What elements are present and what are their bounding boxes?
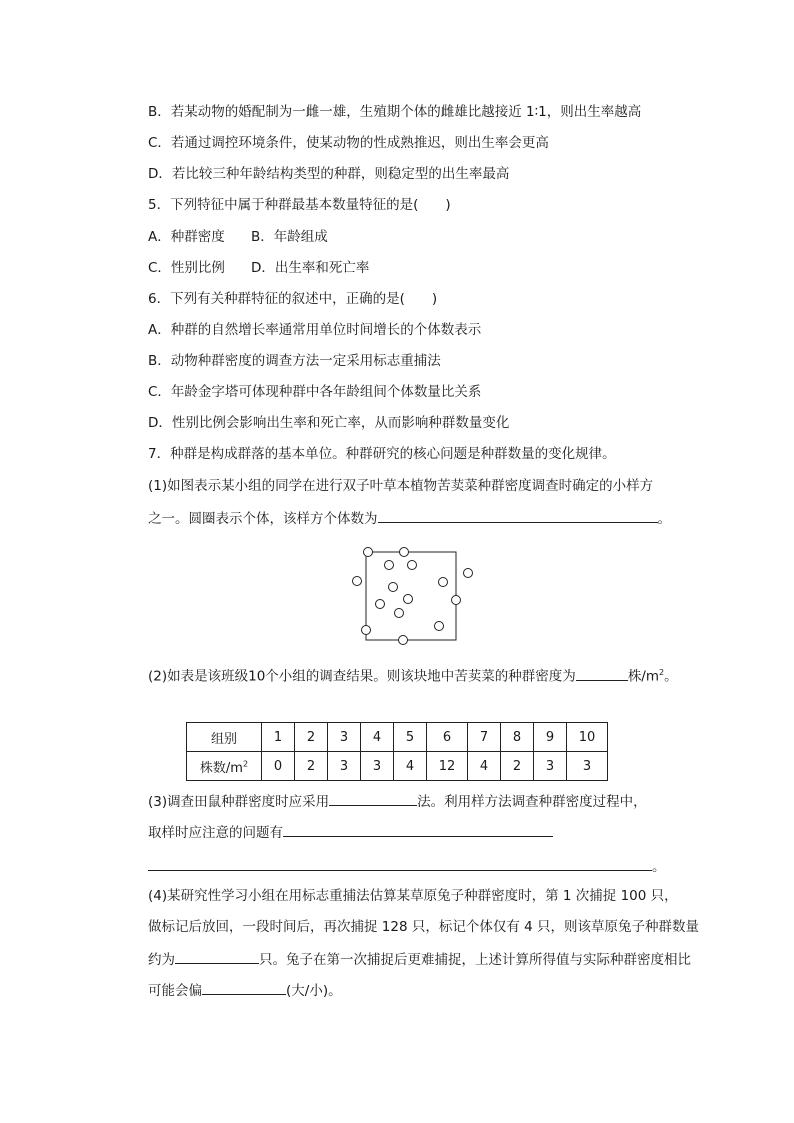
table-cell: 3 — [328, 723, 361, 752]
q7-part2 — [148, 663, 678, 687]
q5-option-c: C．性别比例 — [148, 260, 225, 276]
q5-option-d: D．出生率和死亡率 — [251, 260, 370, 276]
table-cell: 5 — [394, 723, 427, 752]
q7-part1-line2 — [148, 507, 671, 529]
table-cell: 4 — [361, 723, 394, 752]
option-b-prev: B．若某动物的婚配制为一雌一雄，生殖期个体的雌雄比越接近 1∶1，则出生率越高 — [148, 104, 642, 120]
table-cell: 3 — [328, 752, 361, 781]
individual-circle — [353, 577, 362, 586]
individual-circle — [435, 622, 444, 631]
individual-circle — [376, 600, 385, 609]
individual-circle — [439, 578, 448, 587]
individual-circle — [364, 548, 373, 557]
table-cell: 12 — [427, 752, 468, 781]
table-cell: 0 — [262, 752, 295, 781]
q7-part3-line2 — [148, 821, 553, 843]
table-cell: 1 — [262, 723, 295, 752]
individual-circle — [389, 583, 398, 592]
q7-part4-line3 — [148, 948, 691, 970]
table-cell: 3 — [361, 752, 394, 781]
individual-circle — [385, 561, 394, 570]
q6-option-b: B．动物种群密度的调查方法一定采用标志重捕法 — [148, 353, 441, 369]
table-header-group: 组别 — [187, 723, 262, 752]
answer-blank-method[interactable] — [329, 790, 417, 806]
answer-blank-sampling-2[interactable] — [148, 855, 652, 871]
q6-option-d: D．性别比例会影响出生率和死亡率，从而影响种群数量变化 — [148, 415, 510, 431]
q7-part4-text-a: 约为 — [148, 952, 175, 968]
q7-part2-unit: 株/m — [627, 668, 660, 685]
q7-part3-end: 。 — [652, 859, 666, 875]
table-cell: 2 — [501, 752, 534, 781]
table-header-count-text: 株数/m — [199, 760, 243, 776]
table-cell: 8 — [501, 723, 534, 752]
q7-part4-line2: 做标记后放回，一段时间后，再次捕捉 128 只，标记个体仅有 4 只，则该草原兔子种群数量 — [148, 919, 700, 935]
individual-circle — [399, 636, 408, 645]
q7-part3-text-a: (3)调查田鼠种群密度时应采用 — [148, 794, 330, 810]
answer-blank-density[interactable] — [576, 665, 628, 681]
option-c-prev: C．若通过调控环境条件，使某动物的性成熟推迟，则出生率会更高 — [148, 135, 549, 151]
q7-part2-unit-sup: 2 — [659, 668, 665, 677]
table-cell: 4 — [468, 752, 501, 781]
table-cell: 10 — [567, 723, 608, 752]
individual-circle — [404, 595, 413, 604]
individual-circle — [400, 548, 409, 557]
q7-part1-text: 之一。圆圈表示个体，该样方个体数为 — [148, 511, 378, 527]
q7-part3-text-c: 取样时应注意的问题有 — [148, 825, 283, 841]
q5-option-b: B．年龄组成 — [251, 229, 328, 245]
q7-part2-text: (2)如表是该班级10个小组的调查结果。则该块地中苦荬菜的种群密度为 — [148, 668, 576, 685]
table-header-count — [187, 752, 262, 781]
q7-part3-line1 — [148, 790, 647, 812]
answer-blank-count[interactable] — [378, 507, 658, 523]
table-cell: 6 — [427, 723, 468, 752]
q6-stem: 6．下列有关种群特征的叙述中，正确的是( ) — [148, 291, 438, 307]
answer-blank-sampling-1[interactable] — [283, 821, 553, 837]
q7-part1-line1: (1)如图表示某小组的同学在进行双子叶草本植物苦荬菜种群密度调查时确定的小样方 — [148, 478, 654, 494]
q7-part4-text-c: 可能会偏 — [148, 983, 202, 999]
q5-option-a: A．种群密度 — [148, 229, 225, 245]
table-header-count-sup: 2 — [242, 759, 249, 769]
table-row-counts — [187, 752, 608, 781]
answer-blank-population[interactable] — [175, 948, 259, 964]
q6-option-a: A．种群的自然增长率通常用单位时间增长的个体数表示 — [148, 322, 482, 338]
survey-results-table — [186, 722, 608, 781]
individual-circle — [452, 596, 461, 605]
quadrat-figure — [350, 545, 480, 650]
q7-part4-text-b: 只。兔子在第一次捕捉后更难捕捉，上述计算所得值与实际种群密度相比 — [259, 952, 691, 968]
q7-part1-end: 。 — [657, 511, 671, 527]
q7-part2-end: 。 — [664, 668, 678, 685]
table-cell: 4 — [394, 752, 427, 781]
table-cell: 3 — [534, 752, 567, 781]
table-row-groups — [187, 723, 608, 752]
individual-circle — [464, 569, 473, 578]
table-cell: 2 — [295, 723, 328, 752]
q7-part3-text-b: 法。利用样方法调查种群密度过程中， — [417, 794, 647, 810]
q7-part4-line1: (4)某研究性学习小组在用标志重捕法估算某草原兔子种群密度时，第 1 次捕捉 100 只， — [148, 888, 678, 904]
answer-blank-bias[interactable] — [202, 979, 286, 995]
q6-option-c: C．年龄金字塔可体现种群中各年龄组间个体数量比关系 — [148, 384, 482, 400]
q7-part4-text-d: (大/小)。 — [286, 983, 342, 999]
option-d-prev: D．若比较三种年龄结构类型的种群，则稳定型的出生率最高 — [148, 166, 510, 182]
q7-part4-line4 — [148, 979, 342, 1001]
table-cell: 9 — [534, 723, 567, 752]
table-cell: 7 — [468, 723, 501, 752]
individual-circle — [362, 626, 371, 635]
q5-stem: 5．下列特征中属于种群最基本数量特征的是( ) — [148, 197, 451, 213]
table-cell: 3 — [567, 752, 608, 781]
q7-stem: 7．种群是构成群落的基本单位。种群研究的核心问题是种群数量的变化规律。 — [148, 446, 616, 462]
table-cell: 2 — [295, 752, 328, 781]
individual-circle — [395, 609, 404, 618]
q7-part3-line3 — [148, 855, 666, 877]
individual-circle — [408, 561, 417, 570]
